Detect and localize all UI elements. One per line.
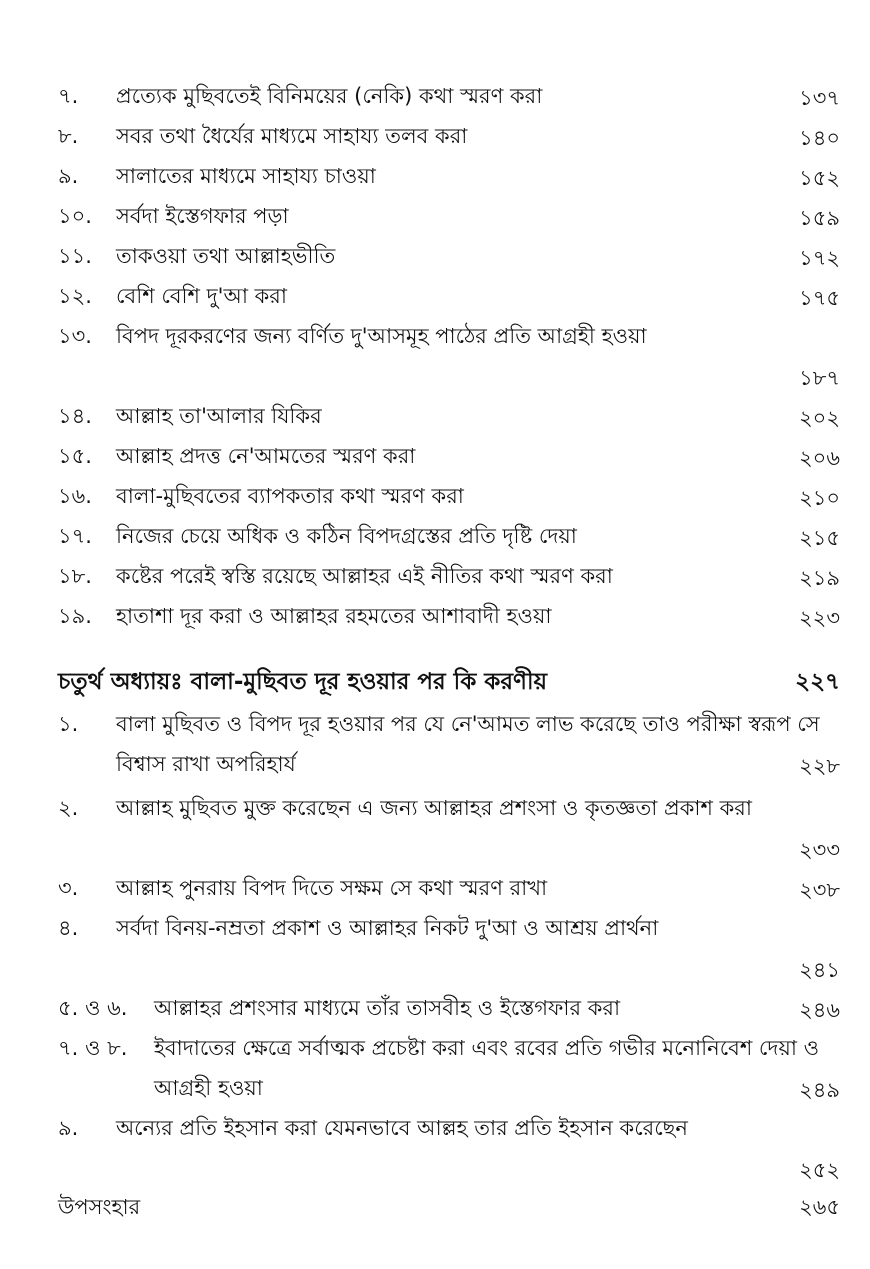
toc-entry [58,788,840,868]
entry-title: বালা মুছিবত ও বিপদ দূর হওয়ার পর যে নে'আমত লাভ করেছে তাও পরীক্ষা স্বরূপ সে বিশ্বাস রাখা অপরিহার্য [116,712,820,776]
closing-page: ২৬৫ [799,1195,840,1219]
toc-entry [58,196,840,236]
entry-number: ১৯. [58,604,92,628]
chapter-heading [58,662,840,702]
entry-page: ১৭৫ [799,286,840,310]
entry-number: ১০. [58,204,92,228]
entry-page: ১৫২ [799,166,840,190]
entry-number: ১৩. [58,324,92,348]
entry-page: ১৫৯ [799,206,840,230]
entry-title: সালাতের মাধ্যমে সাহায্য চাওয়া [116,164,376,188]
entry-title: হাতাশা দূর করা ও আল্লাহর রহমতের আশাবাদী হওয়া [116,604,552,628]
entry-number: ৪. [58,916,79,940]
chapter-page: ২২৭ [795,669,840,695]
entry-title: সবর তথা ধৈর্যের মাধ্যমে সাহায্য তলব করা [116,124,468,148]
toc-entry [58,436,840,476]
entry-number: ৯. [58,164,79,188]
entry-page: ১৩৭ [799,86,840,110]
entry-number: ১৬. [58,484,92,508]
entry-title: আল্লাহ তা'আলার যিকির [116,404,322,428]
toc-entry [58,1028,840,1108]
entry-page: ২৩৩ [799,838,840,862]
toc-entry [58,76,840,116]
entry-number: ২. [58,796,79,820]
entry-number: ৫. ও ৬. [58,996,128,1020]
entry-title: কষ্টের পরেই স্বস্তি রয়েছে আল্লাহর এই নীতির কথা স্মরণ করা [116,564,613,588]
entry-page: ২০২ [799,406,840,430]
entry-page: ২৪৬ [799,998,840,1022]
entry-number: ৩. [58,876,79,900]
entry-title: প্রত্যেক মুছিবতেই বিনিময়ের (নেকি) কথা স্মরণ করা [116,84,543,108]
entry-page: ২৪১ [799,958,840,982]
entry-title: বিপদ দূরকরণের জন্য বর্ণিত দু'আসমূহ পাঠের প্রতি আগ্রহী হওয়া [116,324,647,348]
entry-page: ২১০ [799,486,840,510]
entry-title: সর্বদা বিনয়-নম্রতা প্রকাশ ও আল্লাহর নিকট দু'আ ও আশ্রয় প্রার্থনা [116,916,659,940]
entry-number: ১২. [58,284,92,308]
toc-entry [58,704,840,784]
toc-entry [58,1108,840,1188]
toc-closing [58,1187,840,1227]
entry-page: ২৩৮ [799,878,840,902]
entry-number: ১৮. [58,564,92,588]
toc-entry [58,396,840,436]
entry-title: তাকওয়া তথা আল্লাহভীতি [116,244,336,268]
closing-title: উপসংহার [58,1195,141,1219]
entry-number: ১৫. [58,444,92,468]
entry-number: ৯. [58,1116,79,1140]
entry-number: ৭. [58,84,79,108]
toc-entry [58,156,840,196]
toc-entry [58,316,840,396]
toc-entry [58,276,840,316]
entry-title: আল্লাহ প্রদত্ত নে'আমতের স্মরণ করা [116,444,416,468]
toc-entry [58,476,840,516]
toc-entry [58,116,840,156]
entry-number: ১৭. [58,524,92,548]
entry-page: ১৪০ [799,126,840,150]
entry-title: আল্লাহ মুছিবত মুক্ত করেছেন এ জন্য আল্লাহর প্রশংসা ও কৃতজ্ঞতা প্রকাশ করা [116,796,752,820]
entry-title: বেশি বেশি দু'আ করা [116,284,287,308]
entry-page: ১৮৭ [799,366,840,390]
chapter-title: চতুর্থ অধ্যায়ঃ বালা-মুছিবত দূর হওয়ার পর কি করণীয় [58,669,548,695]
toc-entry [58,236,840,276]
entry-number: ৮. [58,124,79,148]
entry-number: ১১. [58,244,92,268]
entry-title: ইবাদাতের ক্ষেত্রে সর্বাত্মক প্রচেষ্টা করা এবং রবের প্রতি গভীর মনোনিবেশ দেয়া ও আগ্রহী হওয়া [154,1036,820,1100]
toc-entry [58,556,840,596]
entry-page: ২২৩ [799,606,840,630]
entry-title: আল্লাহ পুনরায় বিপদ দিতে সক্ষম সে কথা স্মরণ রাখা [116,876,548,900]
toc-entry [58,868,840,908]
entry-page: ২০৬ [799,446,840,470]
entry-number: ১৪. [58,404,92,428]
entry-title: আল্লাহর প্রশংসার মাধ্যমে তাঁর তাসবীহ ও ইস্তেগফার করা [154,996,621,1020]
entry-page: ১৭২ [799,246,840,270]
toc-entry [58,516,840,556]
toc-entry [58,596,840,636]
entry-number: ৭. ও ৮. [58,1036,128,1060]
entry-title: সর্বদা ইস্তেগফার পড়া [116,204,289,228]
entry-number: ১. [58,712,79,736]
entry-page: ২২৮ [799,754,840,778]
toc-entry [58,988,840,1028]
entry-page: ২৫২ [799,1158,840,1182]
entry-page: ২৪৯ [799,1078,840,1102]
entry-title: বালা-মুছিবতের ব্যাপকতার কথা স্মরণ করা [116,484,464,508]
entry-page: ২১৯ [799,566,840,590]
entry-page: ২১৫ [799,526,840,550]
entry-title: নিজের চেয়ে অধিক ও কঠিন বিপদগ্রস্তের প্রতি দৃষ্টি দেয়া [116,524,577,548]
toc-entry [58,908,840,988]
entry-title: অন্যের প্রতি ইহসান করা যেমনভাবে আল্লহ তার প্রতি ইহসান করেছেন [116,1116,688,1140]
